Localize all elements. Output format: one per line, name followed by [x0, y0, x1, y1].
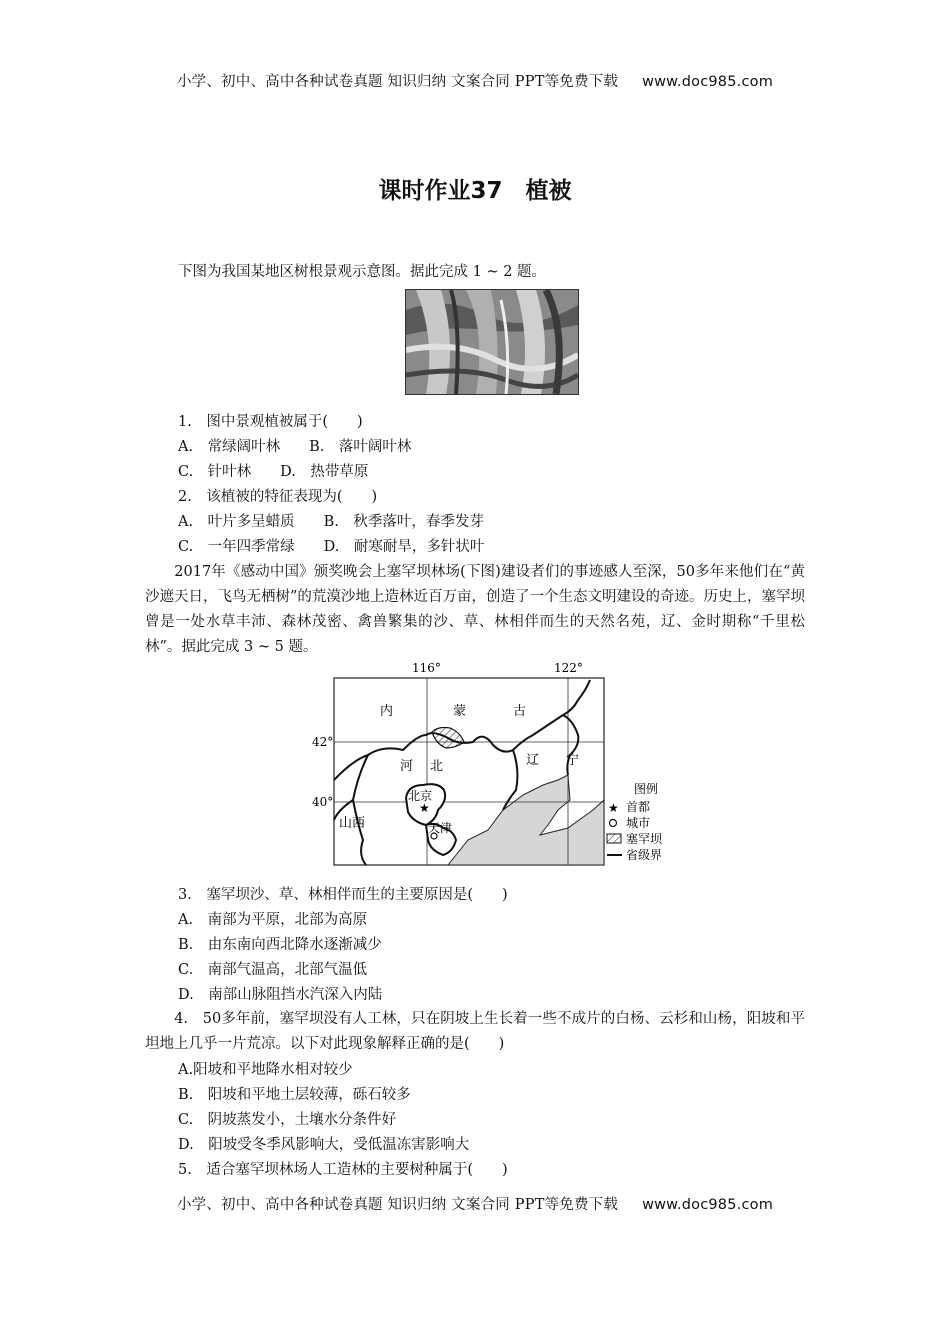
q4-option-c: C. 阴坡蒸发小，土壤水分条件好 — [178, 1112, 397, 1128]
q3-option-b: B. 由东南向西北降水逐渐减少 — [178, 937, 382, 953]
footer-text: 小学、初中、高中各种试卷真题 知识归纳 文案合同 PPT等免费下载 — [176, 1197, 619, 1213]
legend-capital: 首都 — [626, 800, 651, 814]
legend-star-icon: ★ — [608, 801, 619, 815]
label-he: 河 — [400, 759, 414, 774]
q3-option-a: A. 南部为平原，北部为高原 — [178, 912, 368, 928]
q4-option-d: D. 阳坡受冬季风影响大，受低温冻害影响大 — [178, 1137, 470, 1153]
legend-title: 图例 — [634, 782, 659, 796]
legend-saihanba: 塞罕坝 — [626, 832, 663, 846]
q4-option-a: A.阳坡和平地降水相对较少 — [178, 1062, 353, 1078]
lat-42: 42° — [312, 735, 334, 749]
q2-stem: 2. 该植被的特征表现为( ) — [178, 489, 378, 505]
footer-url[interactable]: www.doc985.com — [642, 1197, 774, 1213]
label-ning: 宁 — [566, 753, 580, 768]
q4-stem: 4. 50多年前，塞罕坝没有人工林，只在阴坡上生长着一些不成片的白杨、云杉和山杨，阳坡和平坦地上几乎一片荒凉。以下对此现象解释正确的是( ) — [145, 1011, 805, 1052]
label-gu: 古 — [513, 704, 527, 719]
lon-116: 116° — [412, 661, 441, 675]
page-title: 课时作业37 植被 — [378, 178, 572, 204]
q1-options-ab: A. 常绿阔叶林 B. 落叶阔叶林 — [178, 439, 412, 455]
q3-stem: 3. 塞罕坝沙、草、林相伴而生的主要原因是( ) — [178, 887, 508, 903]
q4-option-b: B. 阳坡和平地土层较薄，砾石较多 — [178, 1087, 411, 1103]
label-meng: 蒙 — [453, 704, 467, 719]
q3-option-c: C. 南部气温高，北部气温低 — [178, 962, 368, 978]
beijing-star: ★ — [419, 801, 430, 815]
label-shanxi: 山西 — [339, 816, 366, 831]
q1-options-cd: C. 针叶林 D. 热带草原 — [178, 464, 369, 480]
q5-stem: 5. 适合塞罕坝林场人工造林的主要树种属于( ) — [178, 1162, 508, 1178]
label-beijing: 北京 — [408, 789, 433, 803]
page-footer — [0, 1193, 950, 1214]
q2-options-cd: C. 一年四季常绿 D. 耐寒耐旱，多针状叶 — [178, 539, 485, 555]
header-text: 小学、初中、高中各种试卷真题 知识归纳 文案合同 PPT等免费下载 — [176, 74, 619, 90]
intro-2: 2017年《感动中国》颁奖晚会上塞罕坝林场(下图)建设者们的事迹感人至深，50多年来他们在“黄沙遮天日，飞鸟无栖树”的荒漠沙地上造林近百万亩，创造了一个生态文明建设的奇迹。历史上，塞罕坝曾是一处水草丰沛、森林茂密、禽兽繁集的沙、草、林相伴而生的天然名苑，辽、金时期称“千里松林”。据此完成 3 ~ 5 题。 — [145, 564, 805, 655]
q3-option-d: D. 南部山脉阻挡水汽深入内陆 — [178, 987, 383, 1003]
page-header — [0, 70, 950, 91]
legend-city: 城市 — [626, 816, 651, 830]
lat-40: 40° — [312, 795, 334, 809]
label-tianjin: 天津 — [428, 821, 453, 835]
q1-stem: 1. 图中景观植被属于( ) — [178, 414, 363, 430]
q2-options-ab: A. 叶片多呈蜡质 B. 秋季落叶，春季发芽 — [178, 514, 484, 530]
label-nei: 内 — [380, 704, 394, 719]
legend-border: 省级界 — [626, 848, 663, 862]
label-bei: 北 — [430, 759, 444, 774]
lon-122: 122° — [554, 661, 583, 675]
intro-1: 下图为我国某地区树根景观示意图。据此完成 1 ~ 2 题。 — [178, 264, 547, 280]
header-url[interactable]: www.doc985.com — [642, 74, 774, 90]
label-liao: 辽 — [526, 753, 540, 768]
saihanba-map — [308, 660, 688, 876]
tree-root-photo — [405, 289, 579, 395]
